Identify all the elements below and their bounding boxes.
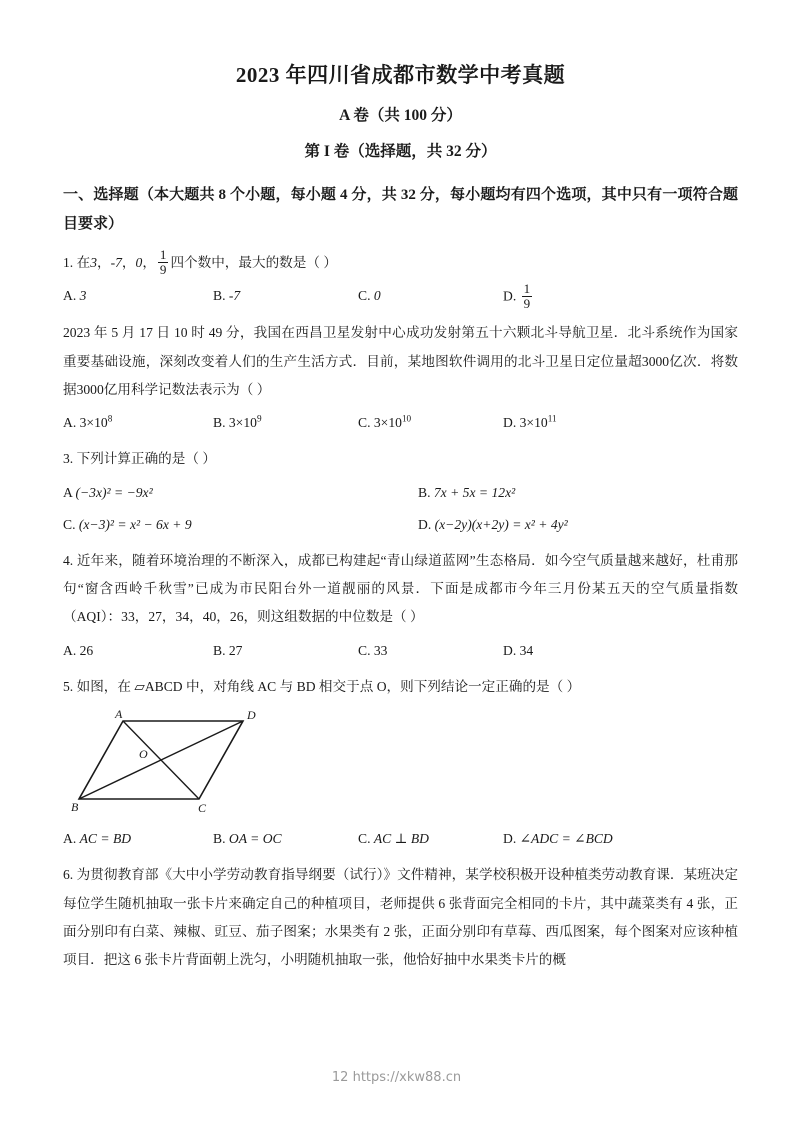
option-b-label: B. [213,831,226,847]
option-d-value: 3×10 [519,415,548,431]
option-b-label: B. [213,642,226,658]
question-5-option-a[interactable] [63,825,213,852]
option-c-label: C. [358,831,371,847]
paper-part-a-title: A 卷（共 100 分） [339,107,462,125]
option-b-expression: OA = OC [228,831,282,847]
question-5 [63,673,738,701]
question-4-option-b[interactable] [213,637,358,664]
question-1-num-2: -7 [110,254,122,270]
question-2-option-c[interactable] [358,409,503,436]
question-3-option-c[interactable] [63,511,418,538]
question-4-stem-text: 近年来，随着环境治理的不断深入，成都已构建起“青山绿道蓝网”生态格局．如今空气质量越来越好，杜甫那句“窗含西岭千秋雪”已成为市民阳台外一道靓丽的风景．下面是成都市今年三月份某五天的空气质量指数（AQI）：33，27，34，40，26，则这组数据的中位数是（ ） [63,552,738,625]
parallelogram-figure [71,707,738,815]
option-d-exponent: 11 [547,413,557,424]
option-c-label: C. [358,642,371,658]
option-d-expression: (x−2y)(x+2y) = x² + 4y² [434,516,568,532]
question-3-options-row-1 [63,479,738,506]
question-3-option-a[interactable] [63,479,418,506]
question-1-stem-post: 四个数中，最大的数是（ ） [170,254,337,270]
question-1-option-b[interactable] [213,282,358,310]
option-b-value: 3×10 [228,415,257,431]
question-1-fraction: $\frac{1}{9}$ [159,247,167,277]
option-b-value: -7 [228,287,241,303]
question-3-option-b[interactable] [418,479,738,506]
option-c-label: C. [63,516,76,532]
page-title: 2023 年四川省成都市数学中考真题 [235,63,566,87]
question-1-option-d[interactable] [503,282,673,310]
option-b-label: B. [418,484,431,500]
question-1-stem: 1. 在3，-7，0， $\frac{1}{9}$ 四个数中，最大的数是（ ） [63,247,337,277]
option-d-expression: ∠ADC = ∠BCD [519,831,613,847]
question-6-stem [63,867,738,967]
question-6-stem-text: 为贯彻教育部《大中小学劳动教育指导纲要（试行）》文件精神，某学校积极开设种植类劳动教育课．某班决定每位学生随机抽取一张卡片来确定自己的种植项目，老师提供 6 张背面完全相同的卡片，其中蔬菜类有 4 张，正面分别印有白菜、辣椒、豇豆、茄子图案；水果类有 2 张，正面分别印有草莓、西瓜图案，每个图案对应该种植项目．把这 6 张卡片背面朝上洗匀，小明随机抽取一张，他恰好抽中水果类卡片的概 [63,867,738,968]
question-4 [63,547,738,632]
question-4-number: 4. [63,552,74,568]
option-b-value: 27 [228,642,243,658]
question-5-option-b[interactable] [213,825,358,852]
option-a-exponent: 8 [107,413,113,424]
question-1-option-a[interactable] [63,282,213,310]
page-footer [0,1070,793,1085]
question-3-stem-text: 下列计算正确的是（ ） [76,451,216,467]
question-5-option-c[interactable] [358,825,503,852]
vertex-label-a: A [115,707,123,722]
option-a-value: 3×10 [79,415,108,431]
question-1-num-3: 0 [135,254,143,270]
question-4-option-a[interactable] [63,637,213,664]
option-c-value: 0 [373,287,381,303]
question-2-options [63,409,738,436]
option-b-exponent: 9 [256,413,262,424]
option-c-value: 33 [373,642,388,658]
section-heading-multiple-choice: 一、选择题（本大题共 8 个小题，每小题 4 分，共 32 分，每小题均有四个选项，其中只有一项符合题目要求） [63,186,738,232]
question-1-number: 1. [63,254,74,270]
option-c-exponent: 10 [401,413,412,424]
option-a-label: A [63,484,73,500]
question-4-stem [63,553,738,625]
option-d-label: D. [503,642,517,658]
option-d-fraction: $\frac{1}{9}$ [523,280,531,311]
question-5-stem [63,679,580,694]
option-c-value: 3×10 [373,415,402,431]
vertex-label-d: D [247,708,256,723]
vertex-label-o: O [139,747,148,762]
question-6 [63,861,738,974]
footer-watermark: 12 https://xkw88.cn [331,1070,462,1085]
option-d-value: 34 [519,642,534,658]
option-a-value: 3 [79,287,87,303]
option-a-label: A. [63,287,77,303]
option-b-expression: 7x + 5x = 12x² [433,484,516,500]
option-d-label: D. [418,516,432,532]
question-1-stem-pre: 在 [76,254,91,270]
question-5-number: 5. [63,678,74,694]
question-1-options [63,282,738,310]
option-a-expression: AC = BD [79,831,132,847]
option-c-label: C. [358,287,371,303]
question-1-option-c[interactable] [358,282,503,310]
option-c-label: C. [358,415,371,431]
question-3-stem [63,451,216,466]
question-2 [63,319,738,404]
paper-section-1-title: 第 I 卷（选择题，共 32 分） [304,143,497,161]
question-1 [63,248,738,277]
option-d-label: D. [503,288,517,304]
option-a-label: A. [63,642,77,658]
option-a-label: A. [63,831,77,847]
question-2-option-a[interactable] [63,409,213,436]
option-a-label: A. [63,415,77,431]
diagonal-bd [79,721,243,799]
question-1-num-1: 3 [90,254,97,270]
option-a-expression: (−3x)² = −9x² [75,484,153,500]
option-c-expression: AC ⊥ BD [373,831,429,847]
vertex-label-b: B [71,800,79,815]
question-4-options [63,637,738,664]
question-4-option-d[interactable] [503,637,673,664]
question-5-stem-text: 如图，在 ▱ABCD 中，对角线 AC 与 BD 相交于点 O，则下列结论一定正确的是（ ） [76,678,581,694]
vertex-label-c: C [198,801,207,816]
question-5-option-d[interactable] [503,825,673,852]
question-3-options-row-2 [63,511,738,538]
question-4-option-c[interactable] [358,637,503,664]
option-b-label: B. [213,287,226,303]
parallelogram-diagram [71,707,281,815]
question-3 [63,445,738,473]
question-6-number: 6. [63,867,74,883]
question-2-option-b[interactable] [213,409,358,436]
question-5-options [63,825,738,852]
option-c-expression: (x−3)² = x² − 6x + 9 [78,516,192,532]
option-d-label: D. [503,415,517,431]
question-3-option-d[interactable] [418,511,738,538]
question-2-stem: 2023 年 5 月 17 日 10 时 49 分，我国在西昌卫星发射中心成功发射第五十六颗北斗导航卫星．北斗系统作为国家重要基础设施，深刻改变着人们的生产生活方式．目前，某地图软件调用的北斗卫星日定位量超3000亿次．将数据3000亿用科学记数法表示为（ ） [63,325,738,397]
question-2-option-d[interactable] [503,409,673,436]
option-d-label: D. [503,831,517,847]
option-b-label: B. [213,415,226,431]
page-content [63,0,738,974]
option-a-value: 26 [79,642,94,658]
question-3-number: 3. [63,451,74,467]
